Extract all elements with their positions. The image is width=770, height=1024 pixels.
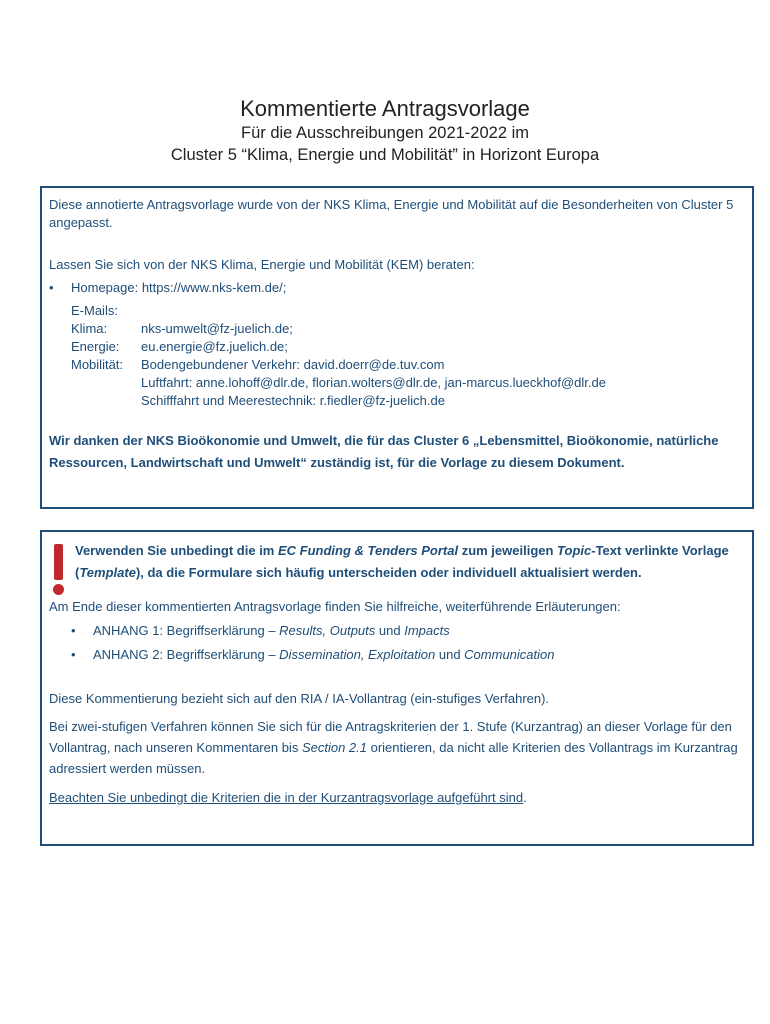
two-stage-note: Bei zwei-stufigen Verfahren können Sie sich für die Antragskriterien der 1. Stufe (Kurzantrag) an dieser Vorlage für den Vollantrag, nach unseren Kommentaren bis Section 2.1 orientieren, da nicht alle Kriterien des Vollantrags im Kurzantrag adressiert werden müssen. xyxy=(49,719,738,776)
email-list xyxy=(71,302,745,374)
annex-1-text: ANHANG 1: Begriffserklärung – Results, Outputs und Impacts xyxy=(93,623,450,638)
mobility-aviation[interactable]: Luftfahrt: anne.lohoff@dlr.de, florian.wolters@dlr.de, jan-marcus.lueckhof@dlr.de xyxy=(141,375,606,390)
criteria-note: Beachten Sie unbedingt die Kriterien die in der Kurzantragsvorlage aufgeführt sind. xyxy=(49,790,527,805)
thanks-text: Wir danken der NKS Bioökonomie und Umwelt, die für das Cluster 6 „Lebensmittel, Bioökonomie, natürliche Ressourcen, Landwirtschaft und Umwelt“ zuständig ist, für die Vorlage zu diesem Dokument. xyxy=(49,433,719,470)
email-value[interactable]: nks-umwelt@fz-juelich.de; xyxy=(141,321,293,336)
bullet-icon: • xyxy=(71,647,76,662)
annex-2-item xyxy=(71,646,745,664)
advice-text: Lassen Sie sich von der NKS Klima, Energie und Mobilität (KEM) beraten: xyxy=(49,257,475,272)
exclamation-icon xyxy=(49,540,75,584)
info-box-contacts xyxy=(40,186,754,509)
warning-block xyxy=(49,540,745,584)
bullet-icon: • xyxy=(71,623,76,638)
bullet-icon: • xyxy=(49,280,54,295)
document-header xyxy=(0,96,770,166)
email-key: Klima: xyxy=(71,321,108,336)
email-key: Mobilität: xyxy=(71,357,124,372)
annex-intro: Am Ende dieser kommentierten Antragsvorlage finden Sie hilfreiche, weiterführende Erläuterungen: xyxy=(49,599,621,614)
email-value[interactable]: eu.energie@fz.juelich.de; xyxy=(141,339,288,354)
document-subtitle-line-2: Cluster 5 “Klima, Energie und Mobilität” in Horizont Europa xyxy=(170,146,600,164)
annex-2-text: ANHANG 2: Begriffserklärung – Dissemination, Exploitation und Communication xyxy=(93,647,555,662)
homepage-item xyxy=(49,279,745,297)
email-value[interactable]: Bodengebundener Verkehr: david.doerr@de.tuv.com xyxy=(141,357,445,372)
email-key: Energie: xyxy=(71,339,120,354)
warning-text: Verwenden Sie unbedingt die im EC Funding & Tenders Portal zum jeweiligen Topic-Text verlinkte Vorlage (Template), da die Formulare sich häufig unterscheiden oder individuell aktualisiert werden. xyxy=(75,543,729,580)
emails-label: E-Mails: xyxy=(71,303,118,318)
criteria-link[interactable]: Beachten Sie unbedingt die Kriterien die in der Kurzantragsvorlage aufgeführt sind xyxy=(49,790,524,805)
email-row-mobilitaet xyxy=(71,356,745,374)
document-title: Kommentierte Antragsvorlage xyxy=(240,96,530,121)
intro-text: Diese annotierte Antragsvorlage wurde von der NKS Klima, Energie und Mobilität auf die Besonderheiten von Cluster 5 angepasst. xyxy=(49,197,734,230)
ria-note: Diese Kommentierung bezieht sich auf den RIA / IA-Vollantrag (ein-stufiges Verfahren). xyxy=(49,691,550,706)
email-row-klima xyxy=(71,320,745,338)
homepage-link[interactable]: Homepage: https://www.nks-kem.de/; xyxy=(71,280,287,295)
email-row-energie xyxy=(71,338,745,356)
mobility-shipping[interactable]: Schifffahrt und Meerestechnik: r.fiedler@fz-juelich.de xyxy=(141,393,445,408)
info-box-template xyxy=(40,530,754,846)
document-subtitle-line-1: Für die Ausschreibungen 2021-2022 im xyxy=(240,124,530,142)
annex-1-item xyxy=(71,622,745,640)
